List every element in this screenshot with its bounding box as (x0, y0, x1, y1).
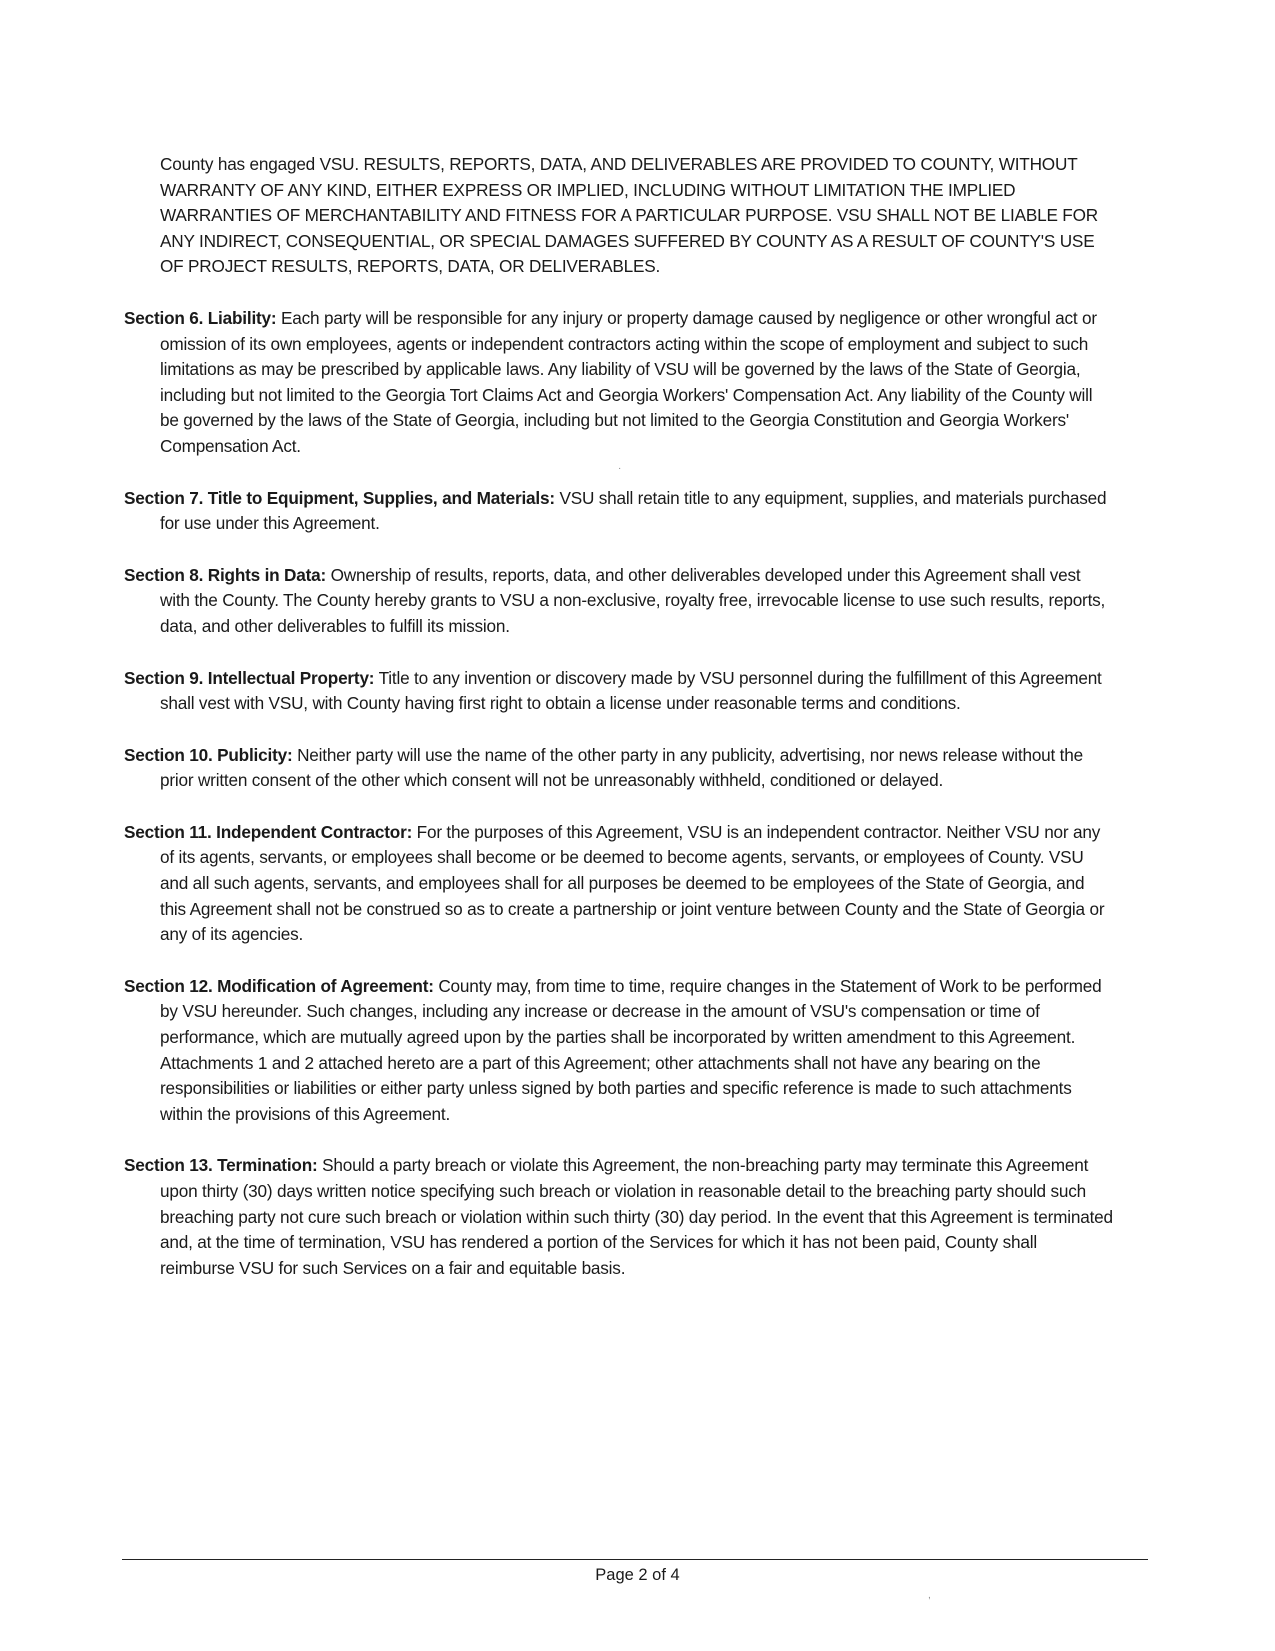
section-body: Each party will be responsible for any injury or property damage caused by negligence or other wrongful act or omission of its own employees, agents or independent contractors acting within the scope of employment and subject to such limitations as may be prescribed by applicable laws. Any liability of VSU will be governed by the laws of the State of Georgia, including but not limited to the Georgia Tort Claims Act and Georgia Workers' Compensation Act. Any liability of the County will be governed by the laws of the State of Georgia, including but not limited to the Georgia Constitution and Georgia Workers' Compensation Act. (160, 307, 1097, 456)
section-heading: Section 8. Rights in Data: (124, 564, 327, 585)
footer-divider (122, 1559, 1148, 1560)
section-9-intellectual-property (124, 666, 1114, 717)
section-body: Title to any invention or discovery made by VSU personnel during the fulfillment of this Agreement shall vest with VSU, with County having first right to obtain a license under reasonable terms and conditions. (160, 667, 1102, 714)
section-body: Neither party will use the name of the other party in any publicity, advertising, nor news release without the prior written consent of the other which consent will not be unreasonably withheld, conditioned or delayed. (160, 744, 1083, 791)
section-10-publicity (124, 743, 1114, 794)
section-8-rights-in-data (124, 563, 1114, 640)
section-heading: Section 7. Title to Equipment, Supplies, and Materials: (124, 487, 555, 508)
warranty-disclaimer-paragraph: County has engaged VSU. RESULTS, REPORTS, DATA, AND DELIVERABLES ARE PROVIDED TO COUNTY, WITHOUT WARRANTY OF ANY KIND, EITHER EXPRESS OR IMPLIED, INCLUDING WITHOUT LIMITATION THE IMPLIED WARRANTIES OF MERCHANTABILITY AND FITNESS FOR A PARTICULAR PURPOSE. VSU SHALL NOT BE LIABLE FOR ANY INDIRECT, CONSEQUENTIAL, OR SPECIAL DAMAGES SUFFERED BY COUNTY AS A RESULT OF COUNTY'S USE OF PROJECT RESULTS, REPORTS, DATA, OR DELIVERABLES. (160, 154, 1098, 277)
document-body (124, 152, 1114, 1307)
section-7-title-to-equipment (124, 486, 1114, 537)
section-heading: Section 9. Intellectual Property: (124, 667, 375, 688)
scan-artifact: , (928, 1590, 931, 1601)
section-body: Ownership of results, reports, data, and other deliverables developed under this Agreement shall vest with the County. The County hereby grants to VSU a non-exclusive, royalty free, irrevocable license to use such results, reports, data, and other deliverables to fulfill its mission. (160, 564, 1106, 636)
section-body: County may, from time to time, require changes in the Statement of Work to be performed by VSU hereunder. Such changes, including any increase or decrease in the amount of VSU's compensation or time of performance, which are mutually agreed upon by the parties shall be incorporated by written amendment to this Agreement. Attachments 1 and 2 attached hereto are a part of this Agreement; other attachments shall not have any bearing on the responsibilities or liabilities or either party unless signed by both parties and specific reference is made to such attachments within the provisions of this Agreement. (160, 975, 1102, 1124)
section-body: VSU shall retain title to any equipment, supplies, and materials purchased for use under this Agreement. (160, 487, 1107, 534)
section-13-termination (124, 1153, 1114, 1281)
section-heading: Section 10. Publicity: (124, 744, 293, 765)
section-body: Should a party breach or violate this Agreement, the non-breaching party may terminate this Agreement upon thirty (30) days written notice specifying such breach or violation in reasonable detail to the breaching party should such breaching party not cure such breach or violation within such thirty (30) day period. In the event that this Agreement is terminated and, at the time of termination, VSU has rendered a portion of the Services for which it has not been paid, County shall reimburse VSU for such Services on a fair and equitable basis. (160, 1155, 1113, 1278)
page-number: Page 2 of 4 (595, 1566, 680, 1584)
section-12-modification-of-agreement (124, 974, 1114, 1128)
scan-artifact: · (618, 463, 622, 474)
section-heading: Section 6. Liability: (124, 307, 277, 328)
section-heading: Section 13. Termination: (124, 1155, 318, 1176)
section-heading: Section 12. Modification of Agreement: (124, 975, 434, 996)
section-heading: Section 11. Independent Contractor: (124, 821, 413, 842)
section-11-independent-contractor (124, 820, 1114, 948)
section-6-liability (124, 306, 1114, 460)
section-body: For the purposes of this Agreement, VSU is an independent contractor. Neither VSU nor any of its agents, servants, or employees shall become or be deemed to become agents, servants, or employees of County. VSU and all such agents, servants, and employees shall for all purposes be deemed to be employees of the State of Georgia, and this Agreement shall not be construed so as to create a partnership or joint venture between County and the State of Georgia or any of its agencies. (160, 821, 1105, 945)
